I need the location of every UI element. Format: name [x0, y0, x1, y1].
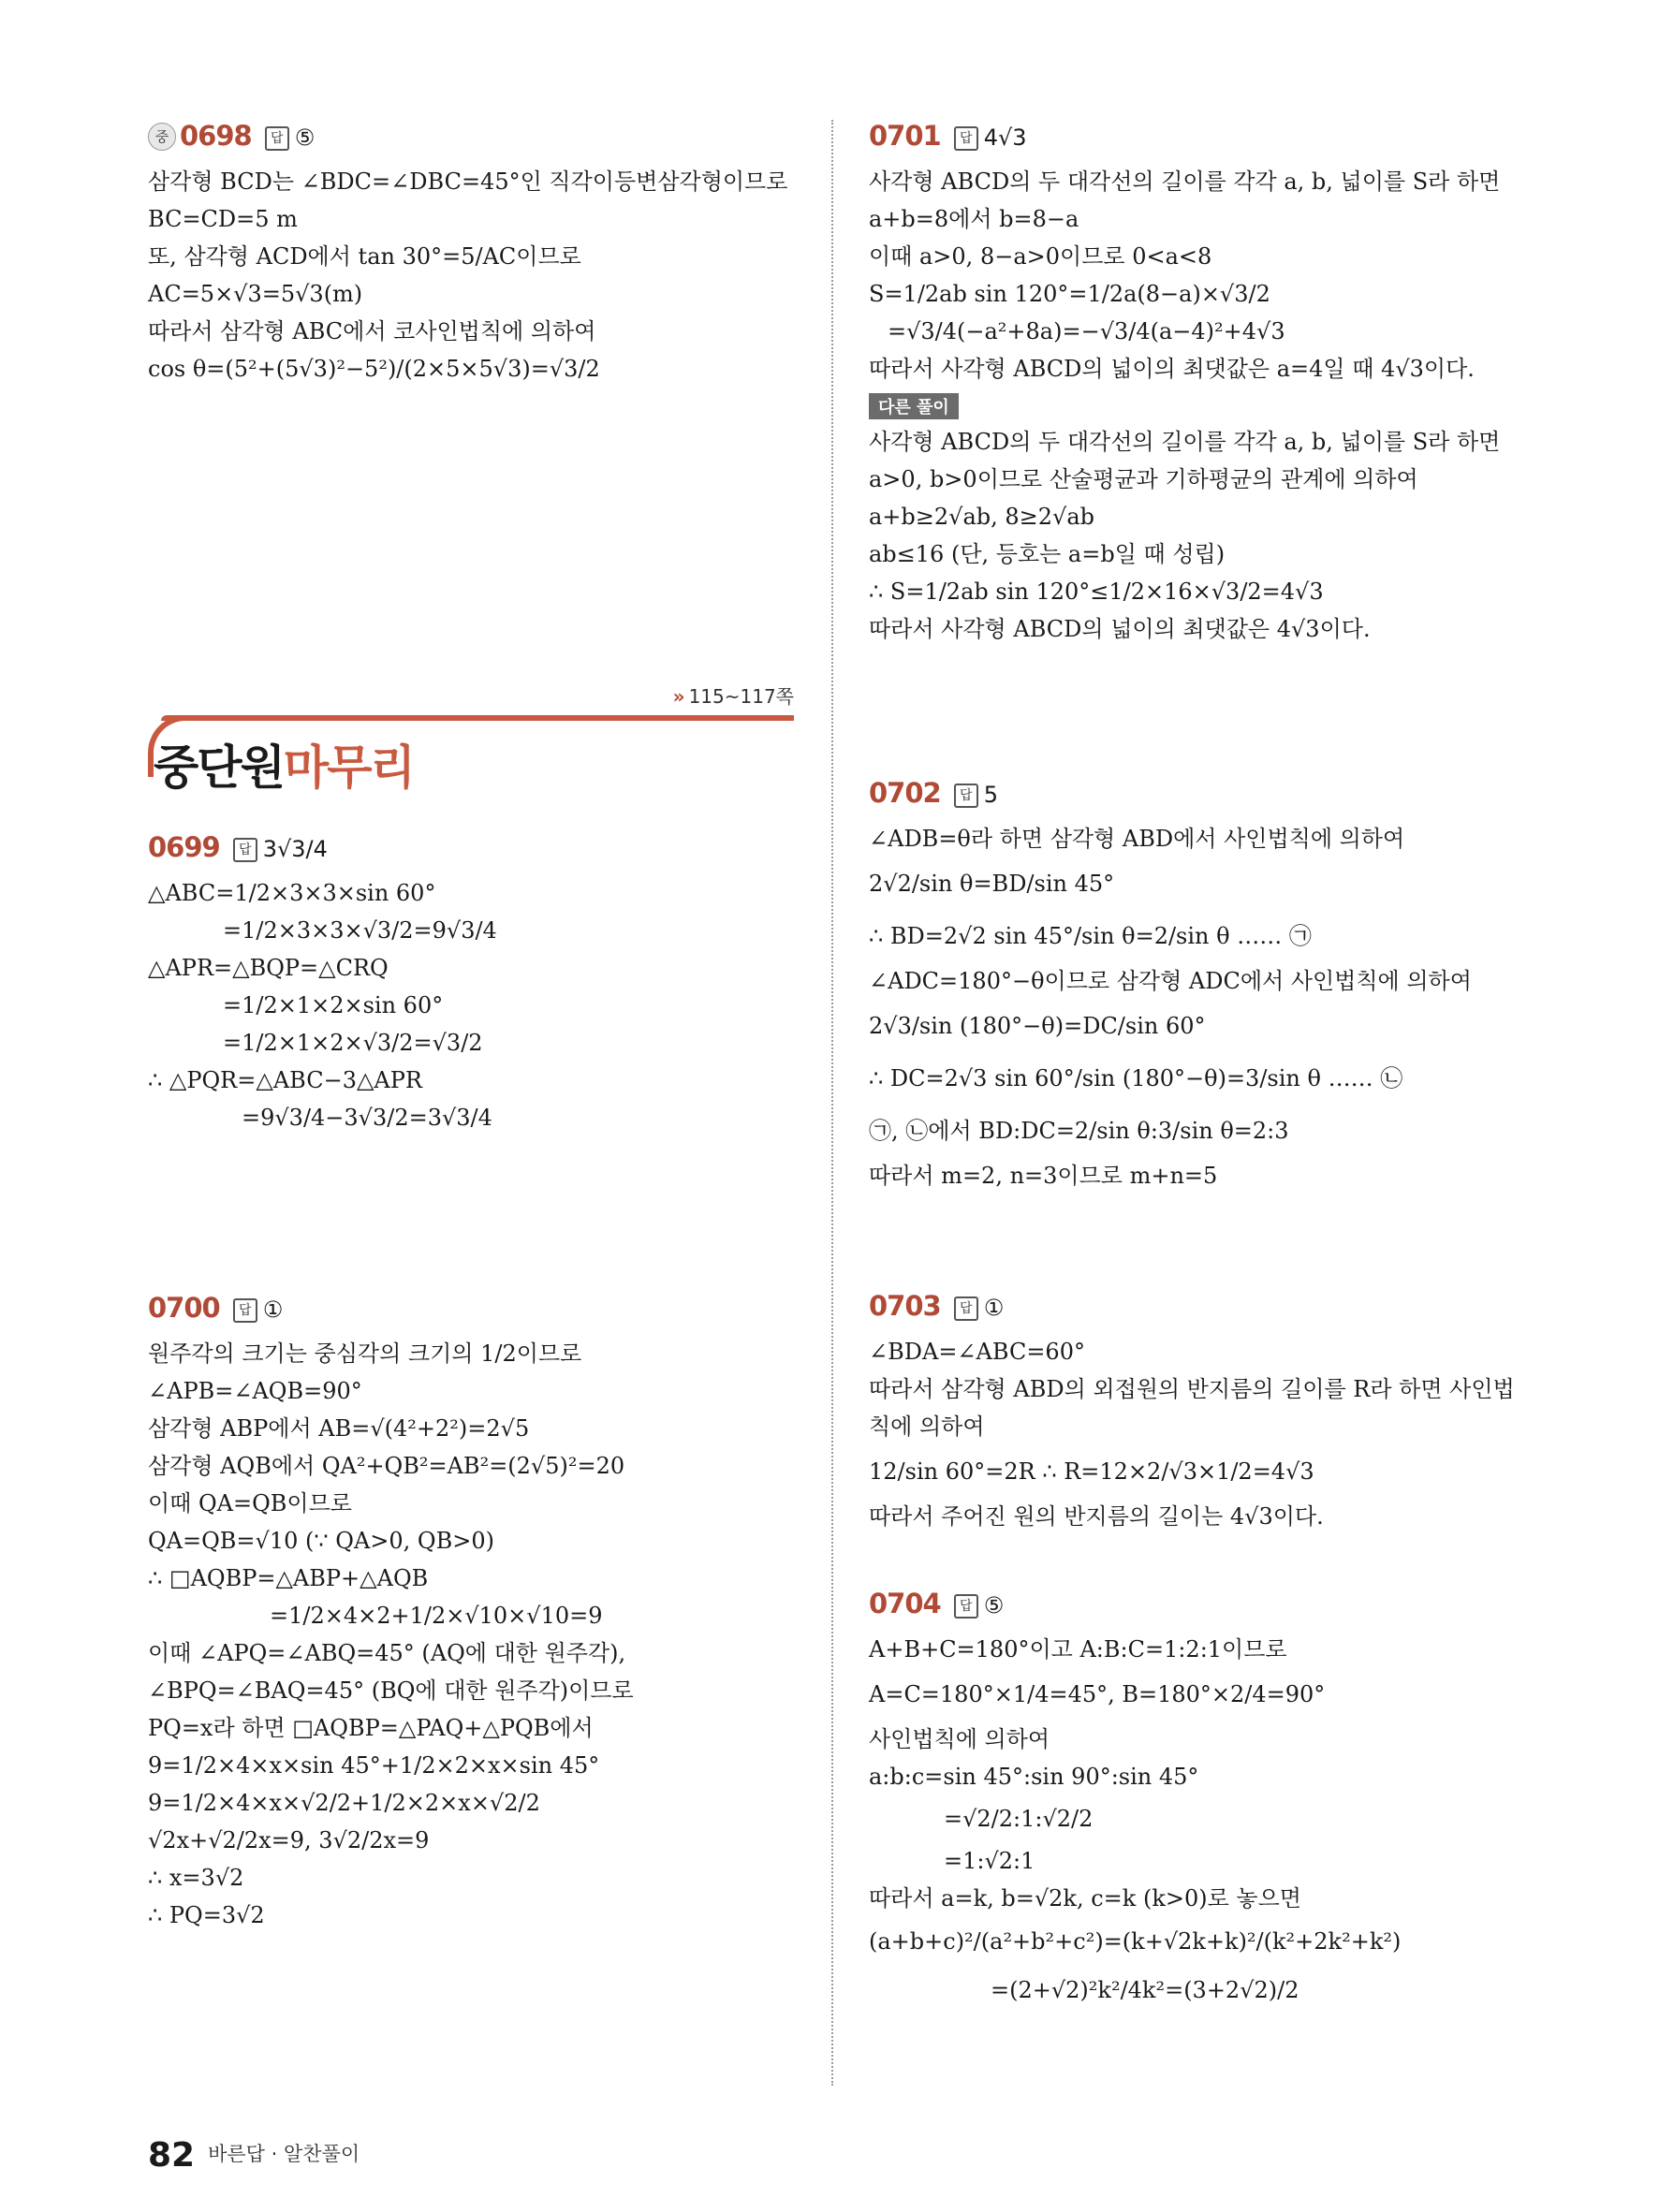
- solution-line: 따라서 a=k, b=√2k, c=k (k>0)로 놓으면: [869, 1885, 1301, 1912]
- solution-line: △APR=△BQP=△CRQ: [148, 955, 389, 981]
- section-title: [154, 730, 414, 798]
- problem-header: [148, 1292, 794, 1335]
- solution-line: ∠APB=∠AQB=90°: [148, 1378, 362, 1404]
- solution-line: ∴ △PQR=△ABC−3△APR: [148, 1067, 422, 1093]
- page-number: 82: [148, 2136, 196, 2175]
- solution-line: AC=5×√3=5√3(m): [148, 281, 363, 307]
- solution-line: QA=QB=√10 (∵ QA>0, QB>0): [148, 1528, 494, 1554]
- solution-line: 또, 삼각형 ACD에서 tan 30°=5/AC이므로: [148, 243, 581, 270]
- solution-line: 따라서 사각형 ABCD의 넓이의 최댓값은 a=4일 때 4√3이다.: [869, 356, 1475, 382]
- banner-rule: [161, 715, 794, 721]
- solution-line: =(2+√2)²k²/4k²=(3+2√2)/2: [991, 1977, 1299, 2003]
- problem-0702: [869, 777, 1524, 1194]
- book-title: 바른답 · 알찬풀이: [208, 2143, 360, 2165]
- chevron-icon: »: [672, 685, 685, 708]
- solution-line: ∠BDA=∠ABC=60°: [869, 1339, 1085, 1365]
- answer-badge: 답: [954, 1594, 978, 1619]
- answer-badge: 답: [233, 838, 257, 862]
- solution-line: ∠ADC=180°−θ이므로 삼각형 ADC에서 사인법칙에 의하여: [869, 968, 1472, 994]
- problem-number: 0702: [869, 777, 941, 809]
- problem-number: 0704: [869, 1588, 941, 1619]
- answer-badge: 답: [954, 1296, 978, 1321]
- problem-0699: [148, 831, 794, 1136]
- answer-value: ⑤: [983, 1592, 1005, 1619]
- problem-header: [869, 777, 1524, 820]
- solution-line: =1/2×1×2×sin 60°: [223, 992, 444, 1018]
- alt-solution-tag: 다른 풀이: [869, 393, 959, 419]
- solution-line: 따라서 사각형 ABCD의 넓이의 최댓값은 4√3이다.: [869, 616, 1371, 642]
- solution-line: 칙에 의하여: [869, 1414, 985, 1440]
- solution-line: =9√3/4−3√3/2=3√3/4: [242, 1105, 492, 1131]
- solution-line: =1/2×1×2×√3/2=√3/2: [223, 1030, 483, 1056]
- answer-value: 4√3: [983, 125, 1027, 151]
- section-title-part2: 마무리: [283, 740, 414, 795]
- solution-line: 이때 ∠APQ=∠ABQ=45° (AQ에 대한 원주각),: [148, 1640, 626, 1666]
- solution-line: 9=1/2×4×x×√2/2+1/2×2×x×√2/2: [148, 1790, 540, 1816]
- section-banner: [148, 681, 794, 813]
- solution-line: =1/2×3×3×√3/2=9√3/4: [223, 917, 497, 944]
- problem-number: 0701: [869, 120, 941, 152]
- solution-line: 원주각의 크기는 중심각의 크기의 1/2이므로: [148, 1340, 582, 1367]
- problem-number: 0703: [869, 1290, 941, 1322]
- answer-value: ①: [983, 1295, 1005, 1321]
- solution-line: cos θ=(5²+(5√3)²−5²)/(2×5×5√3)=√3/2: [148, 356, 600, 382]
- problem-0700: [148, 1292, 794, 1934]
- solution-line: ∴ x=3√2: [148, 1865, 244, 1891]
- problem-number: 0700: [148, 1292, 220, 1324]
- problem-0703: [869, 1290, 1524, 1535]
- answer-badge: 답: [954, 784, 978, 808]
- answer-value: ①: [262, 1296, 284, 1323]
- solution-line: √2x+√2/2x=9, 3√2/2x=9: [148, 1827, 430, 1853]
- solution-line: =√3/4(−a²+8a)=−√3/4(a−4)²+4√3: [888, 318, 1285, 344]
- section-title-part1: 중단원: [154, 740, 284, 795]
- column-divider: [831, 120, 833, 2086]
- level-badge: 중: [148, 123, 176, 151]
- answer-badge: 답: [265, 126, 289, 151]
- problem-header: [869, 1290, 1524, 1333]
- answer-badge: 답: [954, 126, 978, 151]
- problem-number: 0698: [180, 120, 252, 152]
- solution-line: a+b=8에서 b=8−a: [869, 206, 1079, 232]
- solution-line: ∠ADB=θ라 하면 삼각형 ABD에서 사인법칙에 의하여: [869, 826, 1405, 852]
- solution-line: A=C=180°×1/4=45°, B=180°×2/4=90°: [869, 1681, 1326, 1707]
- problem-header: [869, 120, 1524, 163]
- solution-line: a+b≥2√ab, 8≥2√ab: [869, 504, 1094, 530]
- answer-value: ⑤: [294, 125, 316, 151]
- solution-line: ∴ BD=2√2 sin 45°/sin θ=2/sin θ …… ㉠: [869, 923, 1312, 949]
- solution-line: ∴ PQ=3√2: [148, 1902, 265, 1928]
- solution-line: 2√3/sin (180°−θ)=DC/sin 60°: [869, 1013, 1206, 1039]
- solution-line: (a+b+c)²/(a²+b²+c²)=(k+√2k+k)²/(k²+2k²+k²): [869, 1928, 1402, 1955]
- answer-value: 5: [983, 782, 998, 808]
- solution-line: =1/2×4×2+1/2×√10×√10=9: [270, 1603, 603, 1629]
- page-reference-text: 115~117쪽: [688, 685, 794, 708]
- solution-line: 삼각형 ABP에서 AB=√(4²+2²)=2√5: [148, 1415, 530, 1442]
- solution-line: ∴ S=1/2ab sin 120°≤1/2×16×√3/2=4√3: [869, 579, 1324, 605]
- answer-value: 3√3/4: [262, 836, 328, 862]
- solution-line: ∴ □AQBP=△ABP+△AQB: [148, 1565, 429, 1591]
- solution-line: 12/sin 60°=2R ∴ R=12×2/√3×1/2=4√3: [869, 1458, 1314, 1485]
- solution-line: 사각형 ABCD의 두 대각선의 길이를 각각 a, b, 넓이를 S라 하면: [869, 168, 1501, 195]
- solution-line: ∠BPQ=∠BAQ=45° (BQ에 대한 원주각)이므로: [148, 1677, 634, 1704]
- solution-line: BC=CD=5 m: [148, 206, 298, 232]
- problem-0704: [869, 1588, 1524, 2014]
- page-footer: [148, 2136, 360, 2175]
- solution-line: ㉠, ㉡에서 BD:DC=2/sin θ:3/sin θ=2:3: [869, 1118, 1289, 1144]
- solution-line: =1:√2:1: [944, 1848, 1035, 1874]
- solution-line: 따라서 m=2, n=3이므로 m+n=5: [869, 1163, 1218, 1189]
- problem-header: [148, 831, 794, 874]
- problem-0701: [869, 120, 1524, 648]
- problem-number: 0699: [148, 831, 220, 863]
- problem-0698: [148, 120, 794, 388]
- page-reference: [673, 681, 794, 709]
- problem-header: [148, 120, 794, 163]
- solution-line: 따라서 삼각형 ABD의 외접원의 반지름의 길이를 R라 하면 사인법: [869, 1376, 1515, 1402]
- solution-line: ∴ DC=2√3 sin 60°/sin (180°−θ)=3/sin θ …… ㉡: [869, 1065, 1403, 1091]
- solution-line: ab≤16 (단, 등호는 a=b일 때 성립): [869, 541, 1226, 567]
- problem-header: [869, 1588, 1524, 1631]
- solution-line: PQ=x라 하면 □AQBP=△PAQ+△PQB에서: [148, 1715, 594, 1741]
- solution-line: 이때 QA=QB이므로: [148, 1490, 352, 1516]
- solution-line: a>0, b>0이므로 산술평균과 기하평균의 관계에 의하여: [869, 466, 1418, 492]
- solution-line: 이때 a>0, 8−a>0이므로 0<a<8: [869, 243, 1212, 270]
- solution-line: 사인법칙에 의하여: [869, 1726, 1050, 1752]
- solution-line: 삼각형 BCD는 ∠BDC=∠DBC=45°인 직각이등변삼각형이므로: [148, 168, 788, 195]
- answer-badge: 답: [233, 1298, 257, 1323]
- solution-line: 따라서 주어진 원의 반지름의 길이는 4√3이다.: [869, 1503, 1324, 1530]
- solution-line: 따라서 삼각형 ABC에서 코사인법칙에 의하여: [148, 318, 596, 344]
- solution-line: △ABC=1/2×3×3×sin 60°: [148, 880, 436, 906]
- solution-line: A+B+C=180°이고 A:B:C=1:2:1이므로: [869, 1636, 1287, 1663]
- solution-line: S=1/2ab sin 120°=1/2a(8−a)×√3/2: [869, 281, 1270, 307]
- solution-line: 삼각형 AQB에서 QA²+QB²=AB²=(2√5)²=20: [148, 1453, 625, 1479]
- solution-line: 9=1/2×4×x×sin 45°+1/2×2×x×sin 45°: [148, 1752, 600, 1779]
- solution-line: 2√2/sin θ=BD/sin 45°: [869, 871, 1115, 897]
- solution-line: =√2/2:1:√2/2: [944, 1806, 1094, 1832]
- solution-line: a:b:c=sin 45°:sin 90°:sin 45°: [869, 1764, 1199, 1790]
- solution-line: 사각형 ABCD의 두 대각선의 길이를 각각 a, b, 넓이를 S라 하면: [869, 429, 1501, 455]
